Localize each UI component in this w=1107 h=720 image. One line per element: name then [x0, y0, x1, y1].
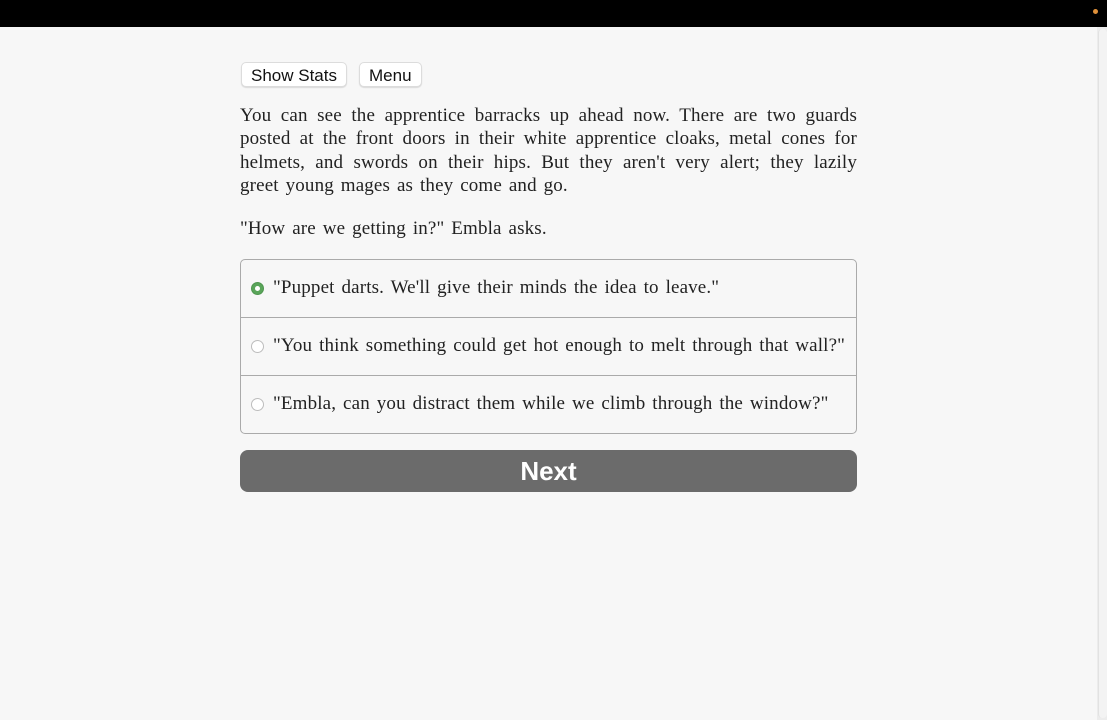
- choice-label: "You think something could get hot enough to melt through that wall?": [273, 335, 846, 357]
- scrollbar-track[interactable]: [1098, 29, 1107, 718]
- radio-unselected-icon[interactable]: [251, 398, 264, 411]
- status-indicator-dot: [1093, 9, 1098, 14]
- choice-list: [240, 259, 857, 434]
- story-passage: You can see the apprentice barracks up ahead now. There are two guards posted at the front doors in their white apprentice cloaks, metal cones for helmets, and swords on their hips. But they aren't very alert; they lazily greet young mages as they come and go.: [240, 105, 857, 197]
- top-bar: [0, 0, 1107, 27]
- show-stats-button[interactable]: Show Stats: [241, 62, 347, 87]
- choice-option-2[interactable]: [241, 317, 856, 375]
- radio-selected-icon[interactable]: [251, 282, 264, 295]
- next-button[interactable]: Next: [240, 450, 857, 492]
- vertical-scrollbar[interactable]: [1097, 27, 1107, 720]
- choice-option-3[interactable]: [241, 375, 856, 433]
- game-content: [240, 62, 857, 492]
- radio-unselected-icon[interactable]: [251, 340, 264, 353]
- toolbar: [241, 62, 857, 89]
- menu-button[interactable]: Menu: [359, 62, 422, 87]
- choice-label: "Puppet darts. We'll give their minds the idea to leave.": [273, 277, 720, 299]
- choice-option-1[interactable]: [241, 260, 856, 317]
- choice-label: "Embla, can you distract them while we climb through the window?": [273, 393, 829, 415]
- story-dialogue: "How are we getting in?" Embla asks.: [240, 217, 547, 239]
